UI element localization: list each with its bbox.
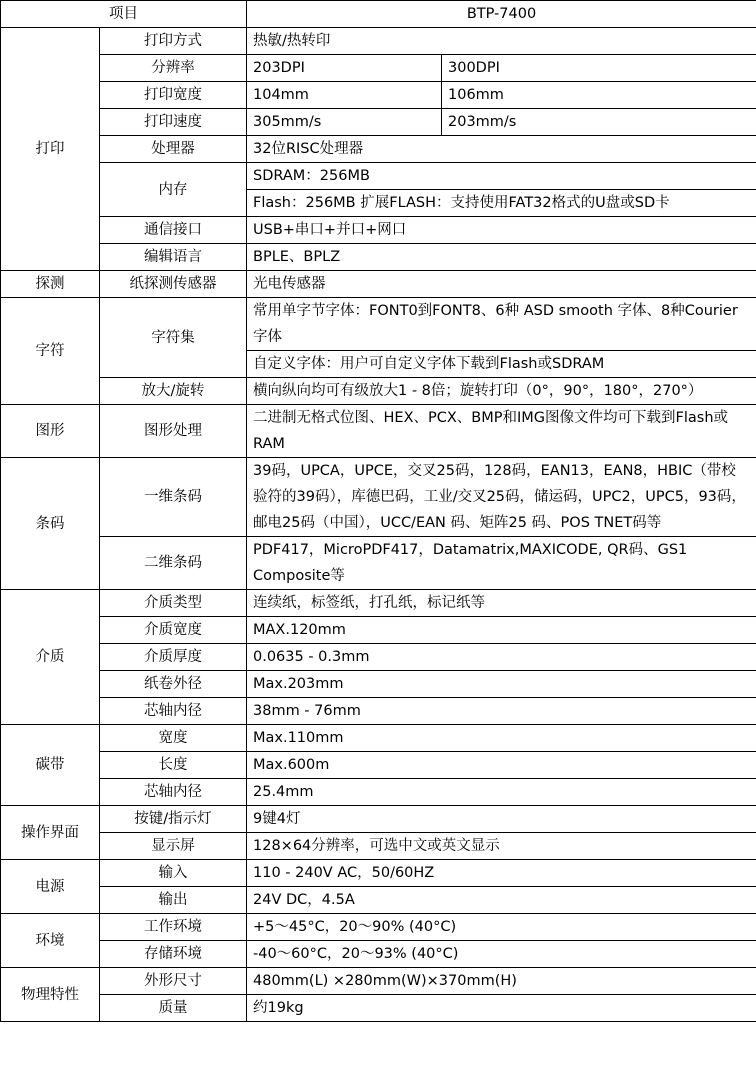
item-value: 110 - 240V AC，50/60HZ bbox=[247, 860, 756, 887]
item-value: 128×64分辨率，可选中文或英文显示 bbox=[247, 833, 756, 860]
table-row bbox=[1, 968, 756, 995]
header-row bbox=[1, 1, 756, 28]
category-env: 环境 bbox=[1, 914, 100, 968]
item-value: BPLE、BPLZ bbox=[247, 244, 756, 271]
category-print: 打印 bbox=[1, 28, 100, 271]
item-value: 热敏/热转印 bbox=[247, 28, 756, 55]
table-row bbox=[1, 28, 756, 55]
category-power: 电源 bbox=[1, 860, 100, 914]
table-row bbox=[1, 698, 756, 725]
item-label: 宽度 bbox=[100, 725, 247, 752]
table-row bbox=[1, 82, 756, 109]
item-value: PDF417，MicroPDF417，Datamatrix,MAXICODE, QR码、GS1 Composite等 bbox=[247, 537, 756, 590]
table-row bbox=[1, 378, 756, 405]
table-row bbox=[1, 617, 756, 644]
item-label: 内存 bbox=[100, 163, 247, 217]
item-value: 横向纵向均可有级放大1 - 8倍；旋转打印（0°，90°，180°，270°） bbox=[247, 378, 756, 405]
item-value: 约19kg bbox=[247, 995, 756, 1022]
table-row bbox=[1, 109, 756, 136]
item-label: 图形处理 bbox=[100, 405, 247, 458]
table-row bbox=[1, 271, 756, 298]
item-value: Max.110mm bbox=[247, 725, 756, 752]
category-barcode: 条码 bbox=[1, 458, 100, 590]
category-detect: 探测 bbox=[1, 271, 100, 298]
table-row bbox=[1, 725, 756, 752]
item-value: 38mm - 76mm bbox=[247, 698, 756, 725]
item-value: 106mm bbox=[442, 82, 756, 109]
table-row bbox=[1, 887, 756, 914]
category-ribbon: 碳带 bbox=[1, 725, 100, 806]
item-value: 203mm/s bbox=[442, 109, 756, 136]
table-row bbox=[1, 136, 756, 163]
item-label: 纸探测传感器 bbox=[100, 271, 247, 298]
item-label: 显示屏 bbox=[100, 833, 247, 860]
item-label: 打印宽度 bbox=[100, 82, 247, 109]
category-graphics: 图形 bbox=[1, 405, 100, 458]
item-label: 介质类型 bbox=[100, 590, 247, 617]
item-label: 纸卷外径 bbox=[100, 671, 247, 698]
item-label: 放大/旋转 bbox=[100, 378, 247, 405]
item-value: 104mm bbox=[247, 82, 442, 109]
item-label: 工作环境 bbox=[100, 914, 247, 941]
table-row bbox=[1, 833, 756, 860]
item-label: 外形尺寸 bbox=[100, 968, 247, 995]
item-value: -40～60°C，20～93% (40°C) bbox=[247, 941, 756, 968]
item-value: SDRAM：256MB bbox=[247, 163, 756, 190]
item-label: 介质宽度 bbox=[100, 617, 247, 644]
table-row bbox=[1, 752, 756, 779]
item-value: 连续纸，标签纸，打孔纸，标记纸等 bbox=[247, 590, 756, 617]
item-label: 分辨率 bbox=[100, 55, 247, 82]
table-row bbox=[1, 217, 756, 244]
item-label: 存储环境 bbox=[100, 941, 247, 968]
item-value: 自定义字体：用户可自定义字体下载到Flash或SDRAM bbox=[247, 351, 756, 378]
category-ui: 操作界面 bbox=[1, 806, 100, 860]
item-value: 9键4灯 bbox=[247, 806, 756, 833]
table-row bbox=[1, 405, 756, 458]
item-label: 打印方式 bbox=[100, 28, 247, 55]
item-value: 480mm(L) ×280mm(W)×370mm(H) bbox=[247, 968, 756, 995]
item-label: 芯轴内径 bbox=[100, 698, 247, 725]
item-value: 305mm/s bbox=[247, 109, 442, 136]
item-value: 24V DC，4.5A bbox=[247, 887, 756, 914]
item-label: 二维条码 bbox=[100, 537, 247, 590]
item-label: 长度 bbox=[100, 752, 247, 779]
item-value: 32位RISC处理器 bbox=[247, 136, 756, 163]
item-value: 300DPI bbox=[442, 55, 756, 82]
table-row bbox=[1, 671, 756, 698]
item-label: 介质厚度 bbox=[100, 644, 247, 671]
category-chars: 字符 bbox=[1, 298, 100, 405]
item-label: 打印速度 bbox=[100, 109, 247, 136]
table-row bbox=[1, 458, 756, 537]
item-label: 按键/指示灯 bbox=[100, 806, 247, 833]
table-row bbox=[1, 298, 756, 351]
table-row bbox=[1, 55, 756, 82]
item-label: 处理器 bbox=[100, 136, 247, 163]
item-value: 常用单字节字体：FONT0到FONT8、6种 ASD smooth 字体、8种Courier字体 bbox=[247, 298, 756, 351]
table-row bbox=[1, 860, 756, 887]
item-value: Flash：256MB 扩展FLASH：支持使用FAT32格式的U盘或SD卡 bbox=[247, 190, 756, 217]
item-label: 输入 bbox=[100, 860, 247, 887]
header-model: BTP-7400 bbox=[247, 1, 756, 28]
item-label: 通信接口 bbox=[100, 217, 247, 244]
item-value: 203DPI bbox=[247, 55, 442, 82]
table-row bbox=[1, 590, 756, 617]
table-row bbox=[1, 995, 756, 1022]
item-label: 字符集 bbox=[100, 298, 247, 378]
table-row bbox=[1, 779, 756, 806]
table-row bbox=[1, 537, 756, 590]
item-value: MAX.120mm bbox=[247, 617, 756, 644]
header-item: 项目 bbox=[1, 1, 247, 28]
table-row bbox=[1, 244, 756, 271]
table-row bbox=[1, 941, 756, 968]
item-value: 0.0635 - 0.3mm bbox=[247, 644, 756, 671]
item-label: 编辑语言 bbox=[100, 244, 247, 271]
table-row bbox=[1, 644, 756, 671]
item-label: 输出 bbox=[100, 887, 247, 914]
item-value: 39码，UPCA，UPCE，交叉25码，128码，EAN13，EAN8，HBIC（带校验符的39码），库德巴码，工业/交叉25码，储运码，UPC2，UPC5，93码，邮电25码（中国），UCC/EAN 码、矩阵25 码、POS TNET码等 bbox=[247, 458, 756, 537]
item-label: 一维条码 bbox=[100, 458, 247, 537]
category-media: 介质 bbox=[1, 590, 100, 725]
table-row bbox=[1, 806, 756, 833]
item-value: 光电传感器 bbox=[247, 271, 756, 298]
table-row bbox=[1, 914, 756, 941]
item-value: Max.203mm bbox=[247, 671, 756, 698]
table-row bbox=[1, 163, 756, 190]
item-value: 25.4mm bbox=[247, 779, 756, 806]
category-physical: 物理特性 bbox=[1, 968, 100, 1022]
item-label: 质量 bbox=[100, 995, 247, 1022]
item-value: Max.600m bbox=[247, 752, 756, 779]
item-value: +5～45°C，20～90% (40°C) bbox=[247, 914, 756, 941]
item-value: 二进制无格式位图、HEX、PCX、BMP和IMG图像文件均可下载到Flash或RAM bbox=[247, 405, 756, 458]
item-value: USB+串口+并口+网口 bbox=[247, 217, 756, 244]
item-label: 芯轴内径 bbox=[100, 779, 247, 806]
